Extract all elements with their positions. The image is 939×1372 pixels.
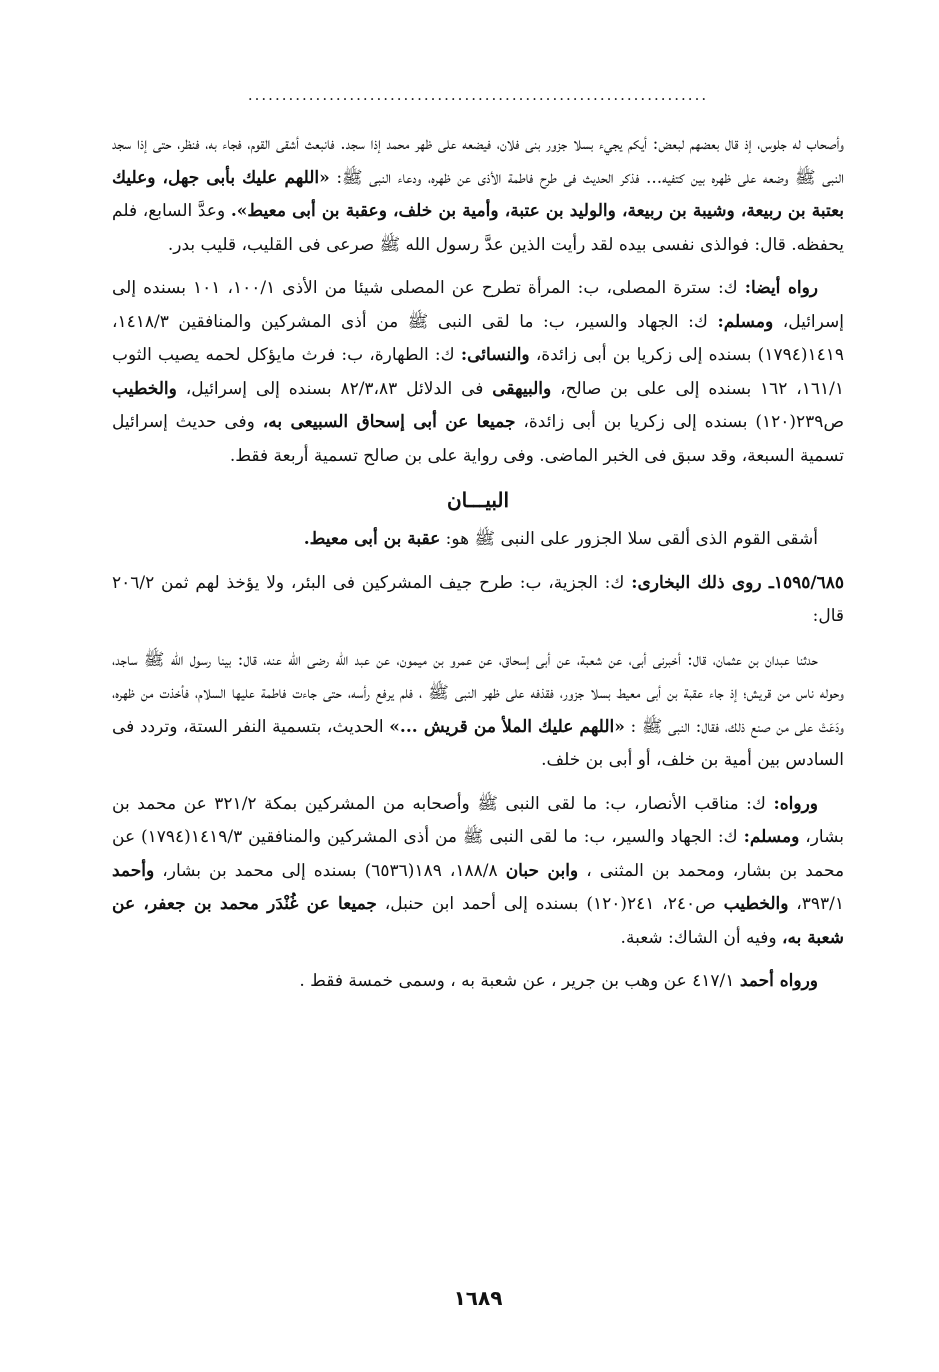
paragraph-hadith-continuation: وأصحاب له جلوس، إذ قال بعضهم لبعض: أيكم يجيء بسلا جزور بنى فلان، فيضعه على ظهر محمد إذا سجد. فانبعث أشقى القوم، فجاء به، فنظر، حتى إذا سجد النبى ﷺ وضعه على ظهره بين كتفيه... فذكر الحديث فى طرح فاطمة الأذى عن ظهره، ودعاء النبى ﷺ: «اللهم عليك بأبى جهل، وعليك بعتبة بن ربيعة، وشيبة بن ربيعة، والوليد بن عتبة، وأمية بن خلف، وعقبة بن أبى معيط». وعدَّ السابع، فلم يحفظه. قال: فوالذى نفسى بيده لقد رأيت الذين عدَّ رسول الله ﷺ صرعى فى القليب، قليب بدر.: [112, 134, 845, 255]
page-body: [112, 128, 844, 1009]
paragraph-hadith-number: ١٥٩٥/٦٨٥ـ روى ذلك البخارى: ك: الجزية، ب: طرح جيف المشركين فى البئر، ولا يؤخذ لهم ثمن ٢٠٦/٢ قال:: [112, 572, 844, 626]
dotted-rule: ....................................................................: [247, 88, 709, 102]
paragraph-riwayah-3: ورواه أحمد ٤١٧/١ عن وهب بن جرير ، عن شعبة به ، وسمى خمسة فقط .: [299, 971, 818, 991]
dua-quote: «اللهم عليك بأبى جهل، وعليك بعتبة بن ربيعة، وشيبة بن ربيعة، والوليد بن عتبة، وأمية بن خلف، وعقبة بن أبى معيط».: [112, 167, 845, 221]
document-page: [112, 88, 844, 1348]
paragraph-riwayah-1: رواه أيضا: ك: سترة المصلى، ب: المرأة تطرح عن المصلى شيئا من الأذى ١٠٠/١، ١٠١ بسنده إلى إسرائيل، ومسلم: ك: الجهاد والسير، ب: ما لقى النبى ﷺ من أذى المشركين والمنافقين ١٤١٨/٣، ١٤١٩(١٧٩٤) بسنده إلى زكريا بن أبى زائدة، والنسائى: ك: الطهارة، ب: فرث مايؤكل لحمه يصيب الثوب ١٦١/١، ١٦٢ بسنده إلى على بن صالح، والبيهقى فى الدلائل ٨٢/٣،٨٣ بسنده إلى إسرائيل، والخطيب ص٢٣٩(١٢٠) بسنده إلى زكريا بن أبى زائدة، جميعا عن أبى إسحاق السبيعى به، وفى حديث إسرائيل تسمية السبعة، وقد سبق فى الخبر الماضى. وفى رواية على بن صالح تسمية أربعة فقط.: [112, 278, 845, 466]
page-number: ١٦٨٩: [453, 1286, 503, 1310]
paragraph-hadith-text: حدثنا عبدان بن عثمان، قال: أخبرنى أبى، عن شعبة، عن أبى إسحاق، عن عمرو بن ميمون، عن عبد الله رضى الله عنه، قال: بينا رسول الله ﷺ ساجد، وحوله ناس من قريش؛ إذ جاء عقبة بن أبى معيط بسلا جزور، فقذفه على ظهر النبى ﷺ ، فلم يرفع رأسه، حتى جاءت فاطمة عليها السلام، فأخذت من ظهره، ودَعَتْ على من صنع ذلك، فقال: النبى ﷺ : «اللهم عليك الملأ من قريش ...» الحديث، بتسمية النفر الستة، وتردد فى السادس بين أمية بن خلف، أو أبى بن خلف.: [112, 649, 844, 770]
hadith-number: ١٥٩٥/٦٨٥ـ روى ذلك البخارى:: [631, 572, 844, 593]
paragraph-bayan: أشقى القوم الذى ألقى سلا الجزور على النبى ﷺ هو: عقبة بن أبى معيط.: [303, 529, 818, 549]
paragraph-riwayah-2: ورواه: ك: مناقب الأنصار، ب: ما لقى النبى ﷺ وأصحابه من المشركين بمكة ٣٢١/٢ عن محمد بن بشار، ومسلم: ك: الجهاد والسير، ب: ما لقى النبى ﷺ من أذى المشركين والمنافقين ١٤١٩/٣(١٧٩٤) عن محمد بن بشار، ومحمد بن المثنى ، وابن حبان ١٨٨/٨، ١٨٩(٦٥٣٦) بسنده إلى محمد بن بشار، وأحمد ٣٩٣/١، والخطيب ص٢٤٠، ٢٤١(١٢٠) بسنده إلى أحمد ابن حنبل، جميعا عن غُنْدَر محمد بن جعفر، عن شعبة به، وفيه أن الشاك: شعبة.: [112, 793, 845, 948]
section-heading-bayan: البيـــان: [446, 488, 510, 512]
